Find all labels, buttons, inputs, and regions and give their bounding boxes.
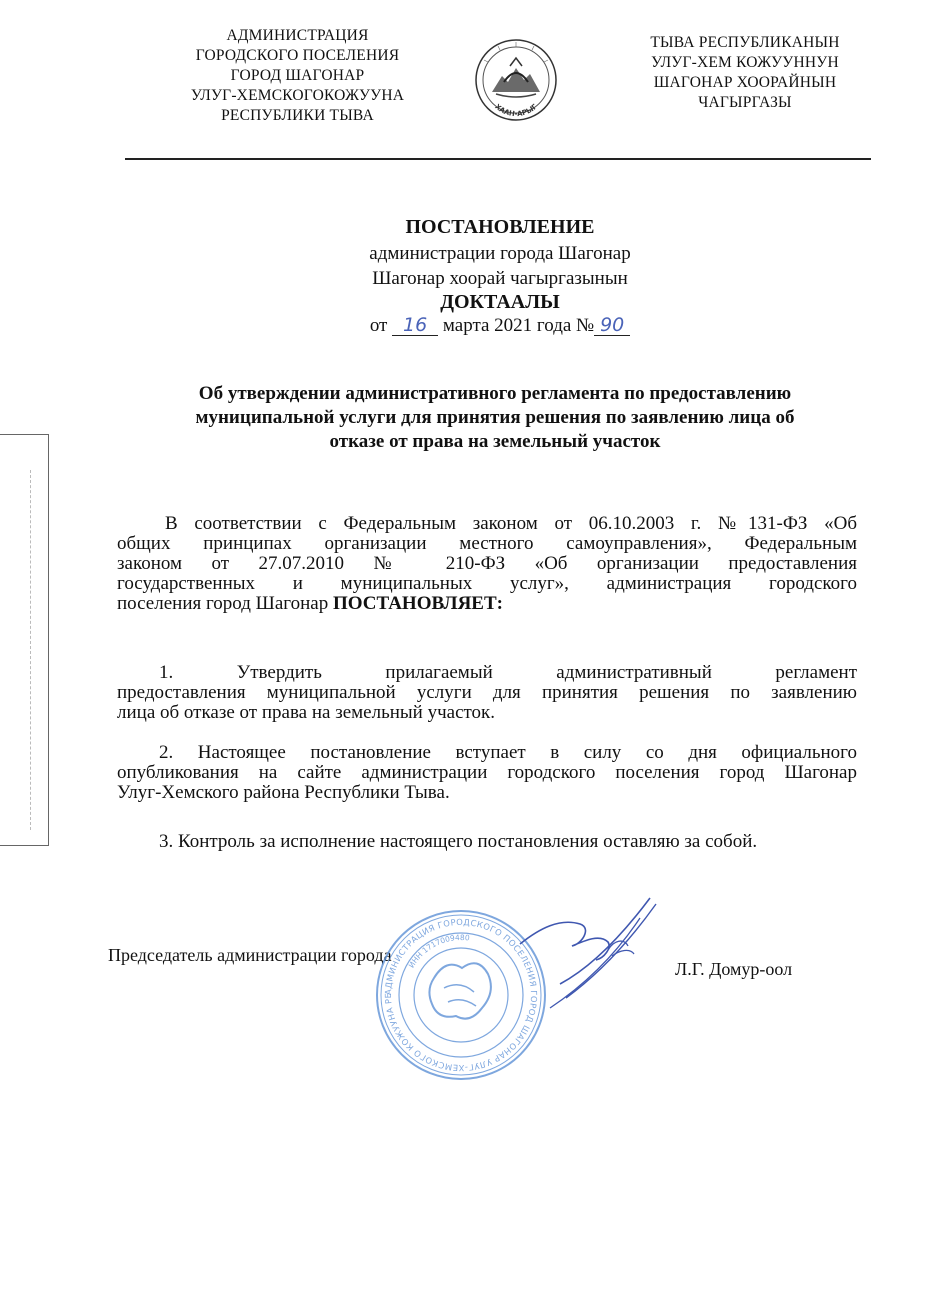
header-left-block	[165, 26, 430, 126]
item-2-line: опубликования на сайте администрации городского поселения город Шагонар	[117, 762, 857, 783]
document-number-handwritten: 90	[594, 315, 630, 336]
preamble-line: законом от 27.07.2010 № 210-ФЗ «Об организации предоставления	[117, 553, 857, 574]
header-right-line: ШАГОНАР ХООРАЙНЫН	[653, 74, 837, 91]
header-left-line: УЛУГ-ХЕМСКОГОКОЖУУНА	[190, 87, 405, 104]
preamble-paragraph	[117, 514, 857, 614]
preamble-last-text: поселения город Шагонар	[117, 593, 329, 614]
scan-edge-frame	[0, 434, 49, 846]
preamble-line: В соответствии с Федеральным законом от 06.10.2003 г. №131-ФЗ «Об	[165, 513, 857, 534]
item-1-line: 1. Утвердить прилагаемый административный регламент	[159, 662, 857, 683]
scan-edge-mark	[30, 470, 33, 830]
preamble-line: общих принципах организации местного самоуправления», Федеральным	[117, 533, 857, 554]
emblem-caption: ХААН-АРЫГ	[493, 102, 539, 119]
issuer-ru: администрации города Шагонар	[369, 243, 631, 264]
signatory-position: Председатель администрации города	[108, 945, 392, 965]
document-subject	[100, 382, 890, 454]
header-right-line: ТЫВА РЕСПУБЛИКАНЫН	[650, 34, 840, 51]
header-right-line: УЛУГ-ХЕМ КОЖУУННУН	[651, 54, 839, 71]
stamp-inn-text: ИНН 1717009480	[406, 932, 471, 970]
header-right-block	[620, 33, 870, 113]
item-2-line: Улуг-Хемского района Республики Тыва.	[117, 782, 450, 803]
header-divider	[125, 158, 871, 160]
date-line	[150, 315, 850, 337]
document-type: ПОСТАНОВЛЕНИЕ	[405, 216, 595, 238]
signatory-name: Л.Г. Домур-оол	[675, 959, 793, 979]
subject-line: муниципальной услуги для принятия решения по заявлению лица об	[195, 407, 795, 428]
document-type-tyv: ДОКТААЛЫ	[440, 291, 560, 313]
header-left-line: ГОРОДСКОГО ПОСЕЛЕНИЯ	[195, 47, 400, 64]
header-left-line: РЕСПУБЛИКИ ТЫВА	[221, 107, 374, 124]
handwritten-signature	[500, 888, 680, 1018]
header-left-line: АДМИНИСТРАЦИЯ	[226, 27, 369, 44]
item-2	[117, 743, 857, 803]
issuer-tyv: Шагонар хоорай чагыргазынын	[372, 268, 628, 289]
date-day-handwritten: 16	[392, 315, 438, 336]
date-prefix: от	[369, 315, 388, 336]
item-1-line: предоставления муниципальной услуги для принятия решения по заявлению	[117, 682, 857, 703]
preamble-line: государственных и муниципальных услуг», администрация городского	[117, 573, 857, 594]
subject-line: Об утверждении административного регламента по предоставлению	[198, 383, 792, 404]
preamble-line	[117, 594, 857, 614]
item-2-line: 2. Настоящее постановление вступает в силу со дня официального	[159, 742, 857, 763]
item-3: 3. Контроль за исполнение настоящего постановления оставляю за собой.	[159, 831, 758, 852]
item-1-line: лица об отказе от права на земельный участок.	[117, 702, 496, 723]
header-left-line: ГОРОД ШАГОНАР	[230, 67, 365, 84]
stamp-ring-text: АДМИНИСТРАЦИЯ ГОРОДСКОГО ПОСЕЛЕНИЯ ГОРОД ШАГОНАР УЛУГ-ХЕМСКОГО КОЖУУНА РЕ	[382, 916, 540, 1074]
resolves-keyword: ПОСТАНОВЛЯЕТ:	[332, 593, 503, 614]
subject-line: отказе от права на земельный участок	[329, 431, 661, 452]
item-1	[117, 663, 857, 723]
city-emblem	[474, 38, 558, 122]
date-month-year: марта 2021 года №	[442, 315, 595, 336]
svg-text:ХААН-АРЫГ	[493, 102, 539, 118]
header-right-line: ЧАГЫРГАЗЫ	[698, 94, 792, 111]
